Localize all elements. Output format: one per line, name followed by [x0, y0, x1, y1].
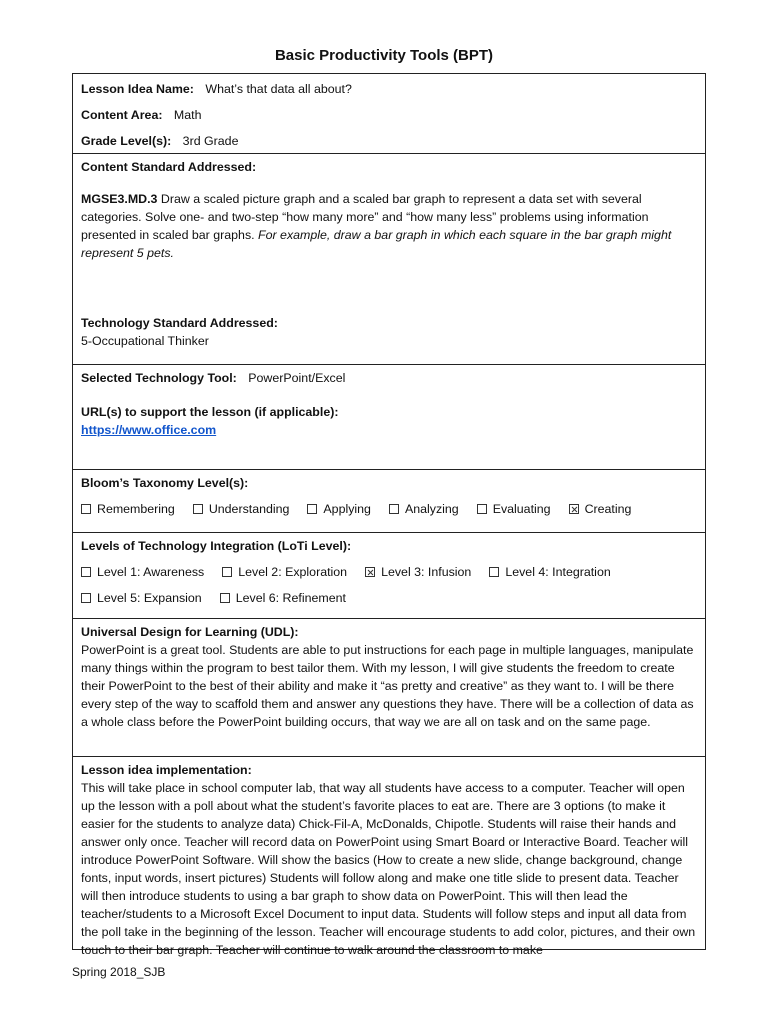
udl-heading: Universal Design for Learning (UDL): — [81, 625, 299, 639]
loti-option-level3[interactable]: Level 3: Infusion — [365, 563, 471, 581]
blooms-option-understanding[interactable]: Understanding — [193, 500, 290, 518]
checkbox-icon — [307, 504, 317, 514]
standard-description: Draw a scaled picture graph and a scaled bar graph to represent a data set with several categories. Solve one- and two-step “how many more” and “how many less” problems using information presented in scaled bar graphs. — [81, 192, 649, 242]
tech-standard-value: 5-Occupational Thinker — [81, 334, 209, 348]
standard-code: MGSE3.MD.3 — [81, 192, 158, 206]
loti-options-row2 — [81, 589, 697, 607]
blooms-heading: Bloom’s Taxonomy Level(s): — [81, 476, 249, 490]
checked-checkbox-icon — [365, 567, 375, 577]
standards-section — [73, 154, 705, 365]
lesson-plan-table — [72, 73, 706, 957]
checkbox-icon — [81, 593, 91, 603]
loti-option-level4[interactable]: Level 4: Integration — [489, 563, 610, 581]
lesson-name-value: What’s that data all about? — [205, 82, 352, 96]
implementation-text: This will take place in school computer lab, that way all students have access to a computer. Teacher will open up the lesson with a poll about what the student’s favorite places to eat are. There are 3 options (to make it easier for the students to analyze data) Chick-Fil-A, McDonalds, Chipotle. Students will raise their hands and answer only once. Teacher will record data on PowerPoint using Smart Board or Interactive Board. Teacher will introduce PowerPoint Software. Will show the basics (How to create a new slide, change background, change fonts, input words, insert pictures) Students will follow along and make one title slide to present data. Teacher will then introduce students to using a bar graph to show data on PowerPoint. This will then lead the teacher/students to a Microsoft Excel Document to input data. Students will follow steps and input all data from the poll take in the beginning of the lesson. Teacher will encourage students to add color, pictures, and their own touch to their bar graph. Teacher will continue to walk around the classroom to make — [81, 781, 696, 957]
content-area-label: Content Area: — [81, 108, 163, 122]
loti-option-level2[interactable]: Level 2: Exploration — [222, 563, 347, 581]
blooms-options — [81, 500, 697, 518]
loti-options-row1 — [81, 563, 697, 581]
tool-value: PowerPoint/Excel — [248, 371, 346, 385]
checked-checkbox-icon — [569, 504, 579, 514]
udl-section — [73, 619, 705, 757]
tech-standard-heading: Technology Standard Addressed: — [81, 316, 278, 330]
loti-option-level1[interactable]: Level 1: Awareness — [81, 563, 204, 581]
footer-text: Spring 2018_SJB — [72, 965, 166, 979]
udl-text: PowerPoint is a great tool. Students are able to put instructions for each page in multiple languages, manipulate many things within the program to best tailor them. With my lesson, I will give students the freedom to create their PowerPoint to the best of their ability and make it “as pretty and creative” as they want to. I will be there every step of the way to scaffold them and answer any questions they have. There will be a collection of data as a whole class before the PowerPoint building occurs, that way we are all on task and on the same page. — [81, 643, 694, 729]
page-title: Basic Productivity Tools (BPT) — [274, 47, 494, 64]
tool-label: Selected Technology Tool: — [81, 371, 237, 385]
url-label: URL(s) to support the lesson (if applicable): — [81, 405, 339, 419]
loti-section — [73, 533, 705, 619]
lesson-name-label: Lesson Idea Name: — [81, 82, 194, 96]
checkbox-icon — [81, 504, 91, 514]
office-link[interactable]: https://www.office.com — [81, 423, 217, 437]
loti-option-level5[interactable]: Level 5: Expansion — [81, 589, 202, 607]
checkbox-icon — [222, 567, 232, 577]
blooms-option-analyzing[interactable]: Analyzing — [389, 500, 459, 518]
content-standard-text — [81, 190, 697, 262]
checkbox-icon — [220, 593, 230, 603]
loti-option-level6[interactable]: Level 6: Refinement — [220, 589, 346, 607]
checkbox-icon — [489, 567, 499, 577]
standard-example: For example, draw a bar graph in which each square in the bar graph might represent 5 pets. — [81, 228, 672, 260]
loti-heading: Levels of Technology Integration (LoTi Level): — [81, 539, 352, 553]
implementation-heading: Lesson idea implementation: — [81, 763, 252, 777]
blooms-option-creating[interactable]: Creating — [569, 500, 632, 518]
blooms-section — [73, 470, 705, 533]
checkbox-icon — [193, 504, 203, 514]
blooms-option-applying[interactable]: Applying — [307, 500, 371, 518]
blooms-option-evaluating[interactable]: Evaluating — [477, 500, 551, 518]
grade-level-label: Grade Level(s): — [81, 134, 172, 148]
checkbox-icon — [389, 504, 399, 514]
implementation-section — [73, 757, 705, 957]
content-area-value: Math — [173, 108, 202, 122]
content-standard-heading: Content Standard Addressed: — [81, 160, 257, 174]
lesson-info-section — [73, 74, 705, 154]
grade-level-value: 3rd Grade — [182, 134, 239, 148]
checkbox-icon — [477, 504, 487, 514]
technology-tool-section — [73, 365, 705, 470]
blooms-option-remembering[interactable]: Remembering — [81, 500, 175, 518]
checkbox-icon — [81, 567, 91, 577]
